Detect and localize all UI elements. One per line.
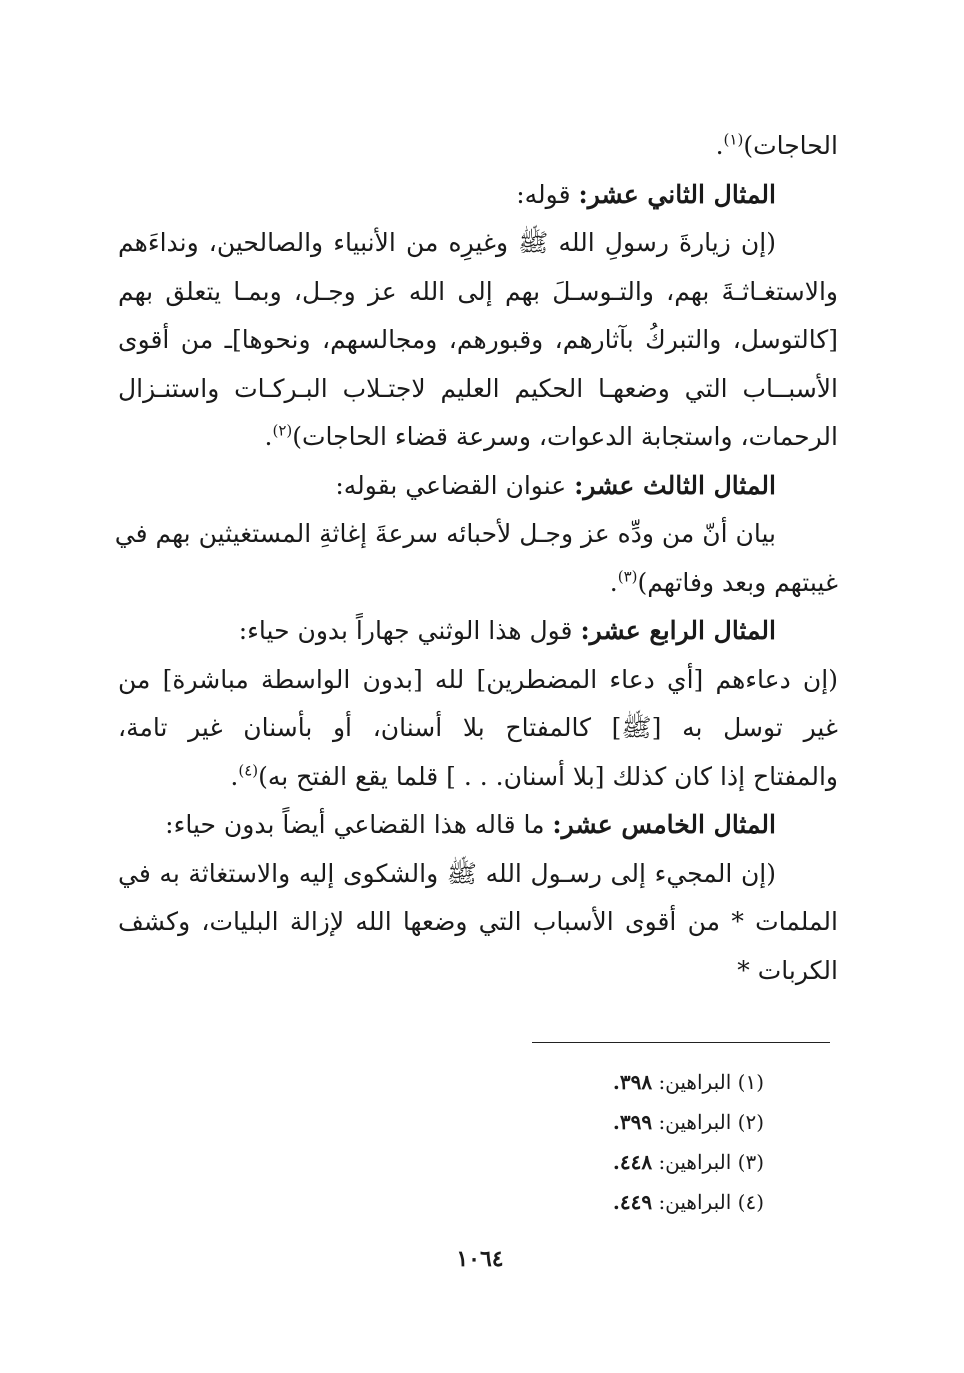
section-heading-line <box>118 462 838 511</box>
footnote-reference: (٣) <box>617 567 638 586</box>
text-line <box>118 656 838 705</box>
footnote-page: ٣٩٨. <box>612 1070 653 1094</box>
footnote-page: ٤٤٩. <box>612 1190 653 1214</box>
footnote-text: البراهين: <box>658 1190 732 1214</box>
footnote-item <box>464 1142 764 1182</box>
text-line <box>118 413 838 462</box>
footnote-number: (٤) <box>737 1190 764 1214</box>
line-punctuation: . <box>609 567 618 597</box>
line-text: والاستغـاثـةَ بهم، والتـوسـلَ بهم إلى الله عز وجـل، وبمـا يتعلق بهم <box>118 276 838 306</box>
footnotes <box>464 1062 764 1222</box>
line-text: قوله: <box>516 179 579 209</box>
section-heading: المثال الخامس عشر: <box>552 810 776 839</box>
footnote-item <box>464 1182 764 1222</box>
footnote-number: (١) <box>737 1070 764 1094</box>
footnote-item <box>464 1102 764 1142</box>
text-line <box>118 753 838 802</box>
line-text: غيبتهم وبعد وفاتهم) <box>637 567 838 597</box>
text-line <box>118 365 838 414</box>
text-line <box>114 510 838 559</box>
line-text: بيان أنّ من ودِّه عز وجـل لأحبائه سرعةَ إغاثةِ المستغيثين بهم في <box>114 519 776 548</box>
footnote-separator <box>532 1042 830 1043</box>
line-text: (إن المجيء إلى رسـول الله ﷺ والشكوى إليه والاستغاثة به في <box>118 858 776 888</box>
line-text: (إن زيارةَ رسولِ الله ﷺ وغيرِه من الأنبياء والصالحين، ونداءَهم <box>118 228 776 257</box>
section-heading: المثال الثالث عشر: <box>574 470 776 500</box>
footnote-page: ٣٩٩. <box>612 1110 653 1134</box>
footnote-number: (٣) <box>737 1150 764 1174</box>
text-line <box>118 219 838 268</box>
footnote-text: البراهين: <box>658 1110 732 1134</box>
line-text: والمفتاح إذا كان كذلك [بلا أسنان. . . ] قلما يقع الفتح به) <box>258 761 838 791</box>
line-text: الملمات * من أقوى الأسباب التي وضعها الله لإزالة البليات، وكشف <box>118 907 838 936</box>
line-text: الحاجات) <box>743 131 838 160</box>
footnote-text: البراهين: <box>658 1150 732 1174</box>
footnote-reference: (٤) <box>238 761 259 780</box>
line-text: (إن دعاءهم [أي دعاء المضطرين] لله [بدون الواسطة مباشرة] من <box>118 664 838 694</box>
footnote-page: ٤٤٨. <box>612 1150 653 1174</box>
line-text: قول هذا الوثني جهاراً بدون حياء: <box>238 616 581 645</box>
section-heading-line <box>118 171 838 220</box>
text-line <box>118 316 838 365</box>
line-text: عنوان القضاعي بقوله: <box>335 470 575 500</box>
line-text: غير توسل به [ﷺ] كالمفتاح بلا أسنان، أو بأسنان غير تامة، <box>118 713 838 742</box>
footnote-number: (٢) <box>737 1110 764 1134</box>
line-punctuation: . <box>715 131 724 160</box>
section-heading: المثال الرابع عشر: <box>580 616 776 645</box>
section-heading-line <box>118 801 838 850</box>
line-text: الكربات * <box>737 955 838 985</box>
line-punctuation: . <box>230 761 239 791</box>
text-line <box>118 559 838 608</box>
text-line <box>118 122 838 171</box>
line-punctuation: . <box>264 422 273 451</box>
page-number: ١٠٦٤ <box>456 1246 504 1272</box>
section-heading-line <box>118 607 838 656</box>
footnote-text: البراهين: <box>658 1070 732 1094</box>
footnote-reference: (١) <box>723 130 744 149</box>
text-line <box>118 850 838 899</box>
line-text: الأسبــاب التي وضعهـا الحكيم العليم لاجتـلاب البـركـات واستنـزال <box>118 373 838 403</box>
main-text <box>114 122 838 995</box>
text-line <box>118 898 838 947</box>
line-text: ما قاله هذا القضاعي أيضاً بدون حياء: <box>165 810 553 839</box>
text-line <box>118 268 838 317</box>
text-line <box>118 947 838 996</box>
footnote-item <box>464 1062 764 1102</box>
footnote-reference: (٢) <box>272 421 293 440</box>
section-heading: المثال الثاني عشر: <box>578 179 776 209</box>
line-text: [كالتوسل، والتبركُ بآثارهم، وقبورهم، ومجالسهم، ونحوها]ـ من أقوى <box>118 325 838 354</box>
text-line <box>118 704 838 753</box>
line-text: الرحمات، واستجابة الدعوات، وسرعة قضاء الحاجات) <box>292 422 838 451</box>
